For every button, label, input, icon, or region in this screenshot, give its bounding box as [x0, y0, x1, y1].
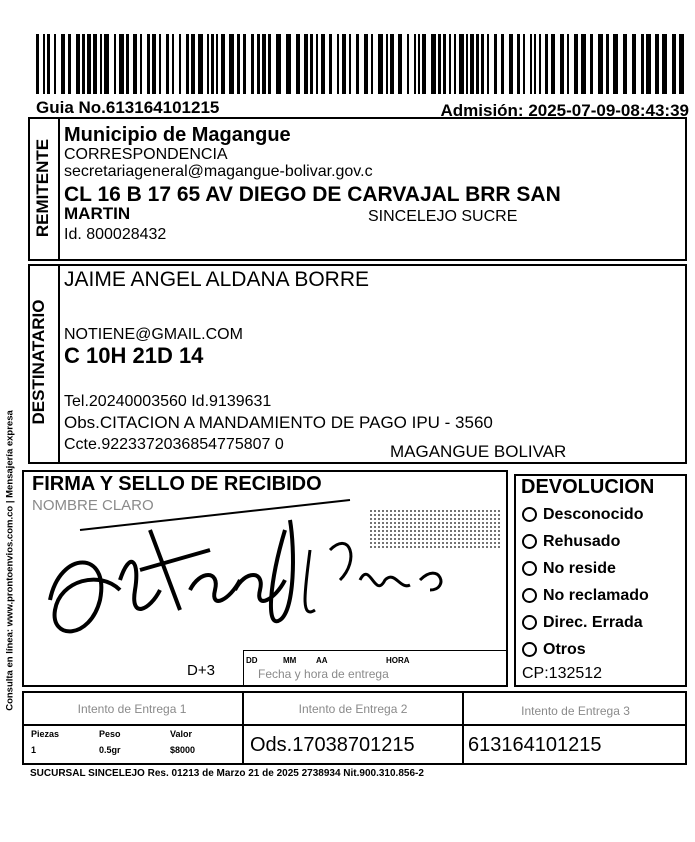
destinatario-ccte: Ccte.9223372036854775807 0 — [64, 436, 284, 453]
side-website-text: Consulta en línea: www.prontoenvios.com.co | Mensajería expresa — [4, 410, 16, 711]
delivery-days-label: D+3 — [187, 662, 215, 679]
remitente-name: Municipio de Magangue — [64, 124, 291, 146]
guia-number-bottom: 613164101215 — [468, 734, 602, 756]
intento-2: Intento de Entrega 2 — [298, 702, 408, 716]
option-direc-errada[interactable]: Direc. Errada — [522, 609, 649, 636]
fecha-hora: HORA — [386, 656, 410, 665]
option-no-reside[interactable]: No reside — [522, 555, 649, 582]
remitente-city: SINCELEJO SUCRE — [368, 208, 518, 225]
remitente-email: secretariageneral@magangue-bolivar.gov.c — [64, 163, 373, 180]
option-no-reclamado[interactable]: No reclamado — [522, 582, 649, 609]
destinatario-name: JAIME ANGEL ALDANA BORRE — [64, 268, 369, 291]
destinatario-address: C 10H 21D 14 — [64, 343, 204, 368]
piezas-header: Piezas — [31, 729, 60, 739]
radio-circle-icon — [522, 561, 537, 576]
option-otros[interactable]: Otros — [522, 636, 649, 663]
fecha-dd: DD — [246, 656, 258, 665]
option-desconocido[interactable]: Desconocido — [522, 501, 649, 528]
devolucion-options — [522, 501, 649, 663]
destinatario-tel: Tel.20240003560 Id.9139631 — [64, 393, 272, 410]
destinatario-divider — [58, 264, 60, 464]
destinatario-email: NOTIENE@GMAIL.COM — [64, 326, 243, 343]
ods-number: Ods.17038701215 — [250, 734, 415, 756]
remitente-dept: CORRESPONDENCIA — [64, 146, 228, 163]
remitente-address-line2: MARTIN — [64, 204, 131, 223]
signature-image — [30, 490, 500, 660]
remitente-label: REMITENTE — [33, 138, 52, 238]
destinatario-city: MAGANGUE BOLIVAR — [390, 442, 567, 461]
radio-circle-icon — [522, 507, 537, 522]
firma-title: FIRMA Y SELLO DE RECIBIDO — [32, 473, 322, 495]
guia-number: Guia No.613164101215 — [36, 98, 220, 117]
remitente-divider — [58, 117, 60, 261]
intento-3: Intento de Entrega 3 — [521, 704, 630, 718]
fecha-aa: AA — [316, 656, 328, 665]
intentos-hline — [22, 724, 687, 726]
remitente-address-line1: CL 16 B 17 65 AV DIEGO DE CARVAJAL BRR SAN — [64, 183, 561, 206]
fecha-mm: MM — [283, 656, 297, 665]
piezas-value: 1 — [31, 745, 37, 755]
admission-datetime: Admisión: 2025-07-09-08:43:39 — [440, 101, 689, 120]
radio-circle-icon — [522, 588, 537, 603]
footer-sucursal: SUCURSAL SINCELEJO Res. 01213 de Marzo 21 de 2025 2738934 Nit.900.310.856-2 — [30, 768, 424, 779]
peso-value: 0.5gr — [99, 745, 121, 755]
intentos-vline-2 — [462, 691, 464, 765]
fecha-hora-label: Fecha y hora de entrega — [258, 667, 389, 681]
codigo-postal: CP:132512 — [522, 665, 603, 682]
destinatario-label: DESTINATARIO — [29, 299, 48, 425]
valor-header: Valor — [170, 729, 193, 739]
devolucion-title: DEVOLUCION — [521, 476, 655, 498]
radio-circle-icon — [522, 642, 537, 657]
nombre-claro-label: NOMBRE CLARO — [32, 497, 154, 514]
remitente-id: Id. 800028432 — [64, 226, 167, 243]
barcode — [36, 34, 688, 94]
option-rehusado[interactable]: Rehusado — [522, 528, 649, 555]
valor-value: $8000 — [170, 745, 196, 755]
peso-header: Peso — [99, 729, 121, 739]
intento-1: Intento de Entrega 1 — [77, 702, 187, 716]
destinatario-obs: Obs.CITACION A MANDAMIENTO DE PAGO IPU - 3560 — [64, 413, 493, 432]
radio-circle-icon — [522, 615, 537, 630]
radio-circle-icon — [522, 534, 537, 549]
